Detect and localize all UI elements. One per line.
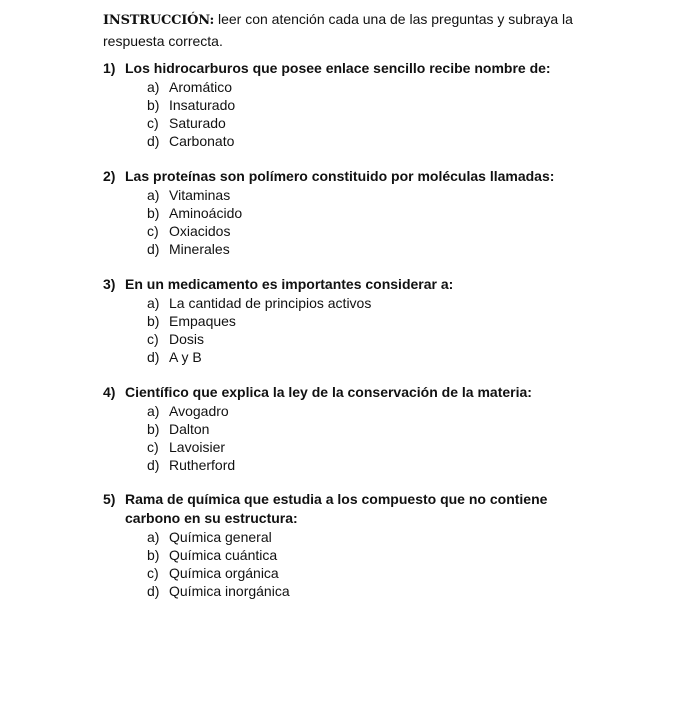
option-a[interactable]	[103, 294, 583, 312]
option-d[interactable]	[103, 348, 583, 366]
option-letter: a)	[147, 295, 160, 311]
question-1	[103, 59, 583, 150]
option-letter: d)	[147, 583, 160, 599]
option-letter: a)	[147, 79, 160, 95]
question-4	[103, 383, 583, 474]
option-c[interactable]	[103, 330, 583, 348]
option-letter: a)	[147, 403, 160, 419]
option-letter: a)	[147, 187, 160, 203]
question-number: 2)	[103, 168, 116, 184]
option-c[interactable]	[103, 222, 583, 240]
option-letter: b)	[147, 421, 160, 437]
option-text: Vitaminas	[169, 187, 231, 203]
option-letter: b)	[147, 205, 160, 221]
question-text: Los hidrocarburos que posee enlace sencillo recibe nombre de:	[125, 60, 551, 76]
option-b[interactable]	[103, 546, 583, 564]
option-d[interactable]	[103, 240, 583, 258]
instruction-text: leer con atención cada una de las preguntas y subraya la respuesta correcta.	[103, 11, 573, 49]
option-letter: c)	[147, 223, 159, 239]
option-letter: a)	[147, 529, 160, 545]
option-d[interactable]	[103, 132, 583, 150]
option-d[interactable]	[103, 582, 583, 600]
option-text: Aromático	[169, 79, 233, 95]
option-letter: c)	[147, 115, 159, 131]
option-letter: c)	[147, 439, 159, 455]
option-b[interactable]	[103, 312, 583, 330]
option-c[interactable]	[103, 564, 583, 582]
option-letter: b)	[147, 547, 160, 563]
option-text: Dosis	[169, 331, 205, 347]
options-list	[103, 78, 583, 150]
options-list	[103, 186, 583, 258]
option-text: Lavoisier	[169, 439, 226, 455]
instruction-lead: INSTRUCCIÓN:	[103, 13, 215, 28]
options-list	[103, 294, 583, 366]
option-letter: d)	[147, 349, 160, 365]
option-b[interactable]	[103, 96, 583, 114]
question-text: Rama de química que estudia a los compuesto que no contiene carbono en su estructura:	[125, 491, 548, 526]
option-text: Empaques	[169, 313, 236, 329]
option-letter: b)	[147, 313, 160, 329]
options-list	[103, 402, 583, 474]
question-5	[103, 490, 583, 600]
option-letter: b)	[147, 97, 160, 113]
option-text: Oxiacidos	[169, 223, 231, 239]
option-letter: d)	[147, 241, 160, 257]
option-text: Química general	[169, 529, 272, 545]
option-d[interactable]	[103, 456, 583, 474]
option-letter: d)	[147, 457, 160, 473]
option-b[interactable]	[103, 204, 583, 222]
question-text: Las proteínas son polímero constituido por moléculas llamadas:	[125, 168, 555, 184]
options-list	[103, 528, 583, 600]
question-number: 3)	[103, 276, 116, 292]
option-c[interactable]	[103, 114, 583, 132]
option-letter: c)	[147, 331, 159, 347]
option-c[interactable]	[103, 438, 583, 456]
option-letter: d)	[147, 133, 160, 149]
option-text: Química inorgánica	[169, 583, 290, 599]
option-text: Rutherford	[169, 457, 236, 473]
option-a[interactable]	[103, 78, 583, 96]
question-2	[103, 167, 583, 258]
option-a[interactable]	[103, 528, 583, 546]
question-number: 4)	[103, 384, 116, 400]
option-text: Insaturado	[169, 97, 236, 113]
option-text: Avogadro	[169, 403, 229, 419]
option-text: Dalton	[169, 421, 210, 437]
option-text: Química cuántica	[169, 547, 278, 563]
option-letter: c)	[147, 565, 159, 581]
option-text: Química orgánica	[169, 565, 279, 581]
question-text: En un medicamento es importantes considerar a:	[125, 276, 454, 292]
question-3	[103, 275, 583, 366]
option-text: Saturado	[169, 115, 226, 131]
option-text: Minerales	[169, 241, 230, 257]
question-number: 5)	[103, 491, 116, 507]
option-text: Aminoácido	[169, 205, 243, 221]
option-b[interactable]	[103, 420, 583, 438]
option-text: A y B	[169, 349, 202, 365]
option-a[interactable]	[103, 186, 583, 204]
question-number: 1)	[103, 60, 116, 76]
option-a[interactable]	[103, 402, 583, 420]
option-text: La cantidad de principios activos	[169, 295, 372, 311]
question-text: Científico que explica la ley de la conservación de la materia:	[125, 384, 532, 400]
instruction	[103, 9, 583, 51]
option-text: Carbonato	[169, 133, 235, 149]
